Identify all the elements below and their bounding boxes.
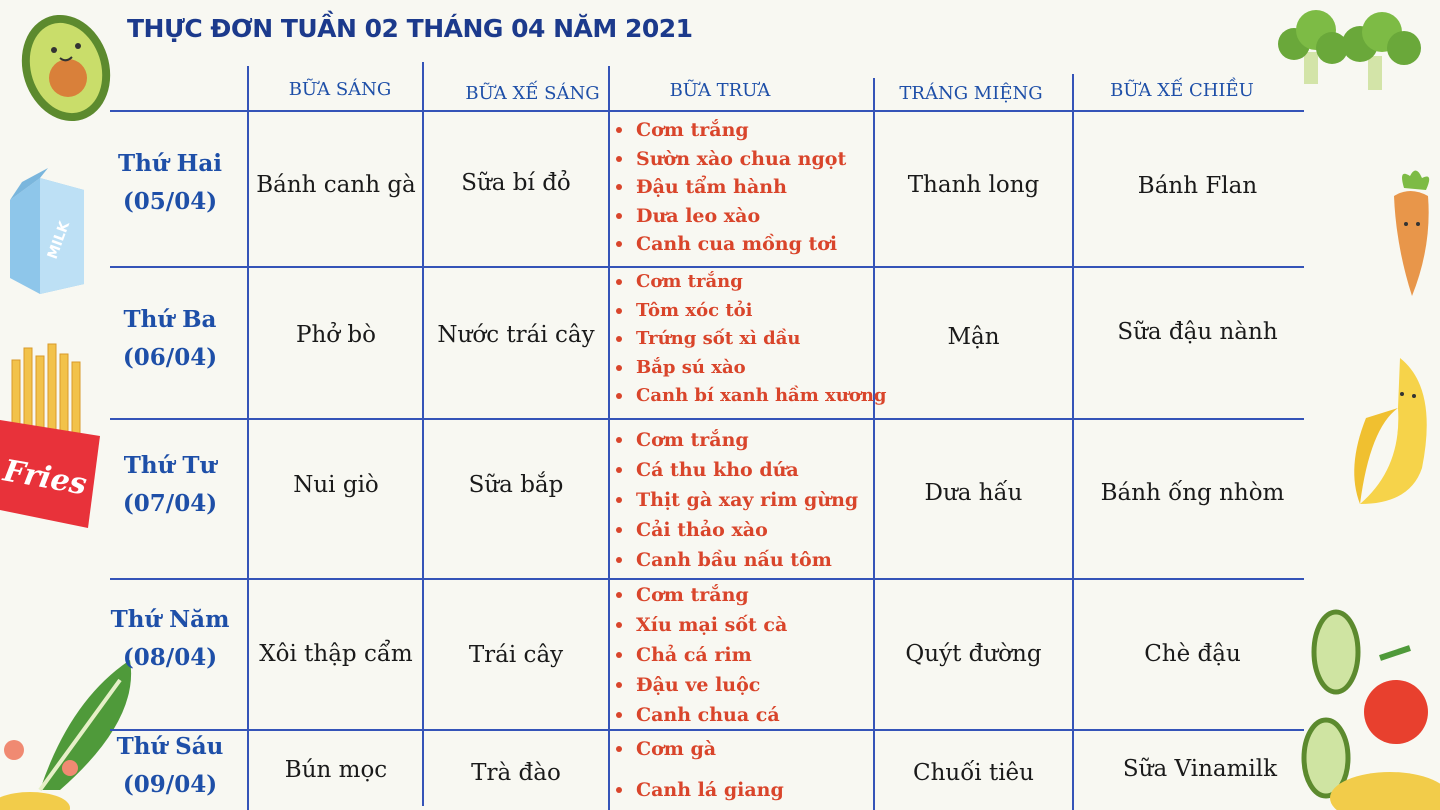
lunch-list — [612, 116, 877, 259]
avocado-sticker — [8, 6, 112, 124]
header-afternoon-snack: BỮA XẾ CHIỀU — [1110, 80, 1254, 101]
afternoon-snack-cell: Sữa đậu nành — [1117, 319, 1278, 345]
day-name: Thứ Hai — [118, 150, 222, 177]
day-cell — [110, 728, 230, 804]
lunch-item: Cơm gà — [612, 734, 877, 764]
lunch-list — [612, 268, 887, 411]
milk-carton-sticker — [0, 168, 94, 296]
day-cell — [110, 447, 230, 523]
breakfast-cell: Bánh canh gà — [256, 172, 416, 198]
fries-sticker — [0, 340, 104, 530]
grid-line — [1072, 74, 1074, 810]
lunch-list — [612, 425, 877, 575]
lunch-list — [612, 734, 877, 805]
grid-line — [608, 66, 610, 810]
day-cell — [110, 601, 230, 677]
day-date: (05/04) — [122, 188, 218, 215]
broccoli-sticker — [1276, 4, 1426, 99]
dessert-cell: Thanh long — [907, 172, 1040, 198]
morning-snack-cell: Sữa bí đỏ — [461, 170, 571, 196]
morning-snack-cell: Nước trái cây — [437, 322, 595, 348]
menu-title: THỰC ĐƠN TUẦN 02 THÁNG 04 NĂM 2021 — [127, 14, 693, 43]
breakfast-cell: Phở bò — [295, 322, 377, 348]
breakfast-cell: Nui giò — [293, 472, 379, 498]
lunch-list — [612, 580, 877, 730]
milk-label: MILK — [44, 219, 74, 262]
lunch-item: Tôm xóc tỏi — [612, 297, 877, 326]
lunch-item: Canh lá giang — [612, 775, 877, 805]
lunch-item: Cơm trắng — [612, 116, 877, 145]
lunch-item: Sườn xào chua ngọt — [612, 145, 877, 174]
lunch-item: Bắp sú xào — [612, 354, 877, 383]
afternoon-snack-cell: Bánh ống nhòm — [1100, 480, 1285, 506]
dessert-cell: Chuối tiêu — [913, 760, 1034, 786]
grid-line — [110, 418, 1304, 420]
day-name: Thứ Sáu — [116, 733, 224, 760]
day-date: (08/04) — [122, 644, 218, 671]
grid-line — [247, 66, 249, 810]
lunch-item: Cơm trắng — [612, 268, 877, 297]
day-name: Thứ Năm — [110, 606, 230, 633]
lunch-item: Cải thảo xào — [612, 515, 877, 545]
afternoon-snack-cell: Chè đậu — [1144, 641, 1241, 667]
lunch-item: Đậu ve luộc — [612, 670, 877, 700]
dessert-cell: Quýt đường — [905, 641, 1042, 667]
day-cell — [110, 145, 230, 221]
header-dessert: TRÁNG MIỆNG — [899, 83, 1043, 104]
lunch-item: Trứng sốt xì dầu — [612, 325, 877, 354]
lunch-item: Đậu tẩm hành — [612, 173, 877, 202]
grid-line — [110, 110, 1304, 112]
header-lunch: BỮA TRƯA — [669, 80, 771, 101]
lunch-item: Cơm trắng — [612, 425, 877, 455]
day-date: (06/04) — [122, 344, 218, 371]
lunch-item: Canh bầu nấu tôm — [612, 545, 877, 575]
breakfast-cell: Xôi thập cẩm — [259, 641, 413, 667]
lunch-item: Canh cua mồng tơi — [612, 230, 877, 259]
lunch-item: Thịt gà xay rim gừng — [612, 485, 877, 515]
lunch-item: Xíu mại sốt cà — [612, 610, 877, 640]
fries-label: Fries — [0, 453, 90, 503]
lunch-item: Cơm trắng — [612, 580, 877, 610]
carrot-sticker — [1382, 166, 1438, 300]
lunch-item: Canh chua cá — [612, 700, 877, 730]
afternoon-snack-cell: Bánh Flan — [1137, 173, 1258, 199]
dessert-cell: Dưa hấu — [924, 480, 1023, 506]
day-date: (07/04) — [122, 490, 218, 517]
day-cell — [110, 301, 230, 377]
day-name: Thứ Ba — [123, 306, 217, 333]
day-name: Thứ Tư — [123, 452, 217, 479]
afternoon-snack-cell: Sữa Vinamilk — [1122, 756, 1278, 782]
header-morning-snack: BỮA XẾ SÁNG — [465, 83, 600, 104]
lunch-item: Canh bí xanh hầm xương — [612, 382, 877, 411]
lunch-item: Cá thu kho dứa — [612, 455, 877, 485]
morning-snack-cell: Trái cây — [468, 642, 564, 668]
day-date: (09/04) — [122, 771, 218, 798]
morning-snack-cell: Trà đào — [471, 760, 561, 786]
cucumber-tomato-sticker — [1280, 608, 1440, 810]
morning-snack-cell: Sữa bắp — [468, 472, 564, 498]
dessert-cell: Mận — [947, 324, 1000, 350]
header-breakfast: BỮA SÁNG — [288, 79, 392, 100]
lunch-item: Dưa leo xào — [612, 202, 877, 231]
lunch-item: Chả cá rim — [612, 640, 877, 670]
banana-sticker — [1340, 348, 1440, 510]
breakfast-cell: Bún mọc — [284, 757, 388, 783]
